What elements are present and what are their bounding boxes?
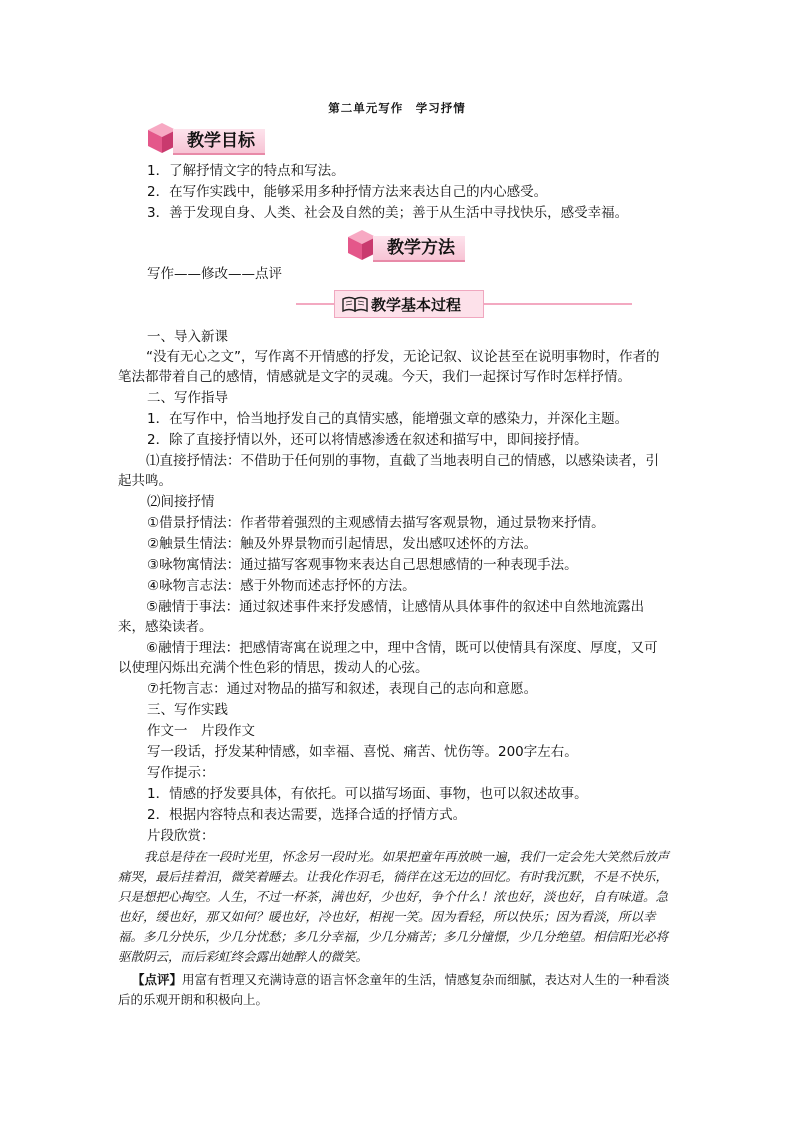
method-item-4: ④咏物言志法：感于外物而述志抒怀的方法。 (147, 578, 416, 594)
exercise-title: 作文一 片段作文 (147, 723, 255, 739)
method-item-3: ③咏物寓情法：通过描写客观事物来表达自己思想感情的一种表现手法。 (147, 557, 578, 573)
indirect-lyric-heading: ⑵间接抒情 (147, 494, 215, 510)
running-head: 第二单元写作 学习抒情 (328, 101, 466, 115)
tips-title: 写作提示： (147, 765, 215, 781)
comment-paragraph (118, 970, 670, 1010)
method-item-5: ⑤融情于事法：通过叙述事件来抒发感情，让感情从具体事件的叙述中自然地流露出来，感染读者。 (118, 599, 645, 635)
banner-box (334, 290, 484, 318)
exercise-task: 写一段话，抒发某种情感，如幸福、喜悦、痛苦、忧伤等。200字左右。 (147, 744, 578, 760)
intro-paragraph: “没有无心之文”，写作离不开情感的抒发，无论记叙、议论甚至在说明事物时，作者的笔法都带着自己的感情，情感就是文字的灵魂。今天，我们一起探讨写作时怎样抒情。 (118, 349, 660, 385)
sample-paragraph: 我总是待在一段时光里，怀念另一段时光。如果把童年再放映一遍，我们一定会先大笑然后放声痛哭，最后挂着泪，微笑着睡去。让我化作羽毛，徜徉在这无边的回忆。有时我沉默，不是不快乐，只是想把心掏空。人生，不过一杯茶，满也好，少也好，争个什么！浓也好，淡也好，自有味道。急也好，缓也好，那又如何？暖也好，冷也好，相视一笑。因为看轻，所以快乐；因为看淡，所以幸福。多几分快乐，少几分忧愁；多几分幸福，少几分痛苦；多几分憧憬，少几分绝望。相信阳光必将驱散阴云，而后彩虹终会露出她醉人的微笑。 (118, 849, 670, 964)
banner-rule-right (482, 303, 632, 305)
tip-item-2: 2．根据内容特点和表达需要，选择合适的抒情方式。 (147, 807, 467, 823)
guidance-item-1: 1．在写作中，恰当地抒发自己的真情实感，能增强文章的感染力，并深化主题。 (147, 411, 629, 427)
method-item-2: ②触景生情法：触及外界景物而引起情思，发出感叹述怀的方法。 (147, 536, 538, 552)
heading-guidance: 二、写作指导 (147, 390, 228, 406)
goal-item-1: 1．了解抒情文字的特点和写法。 (147, 163, 345, 179)
section-header-goals (145, 121, 285, 155)
section-banner-process (296, 289, 686, 319)
section-title-process: 教学基本过程 (371, 296, 462, 314)
goal-item-3: 3．善于发现自身、人类、社会及自然的美；善于从生活中寻找快乐，感受幸福。 (147, 205, 629, 221)
direct-lyric-paragraph: ⑴直接抒情法：不借助于任何别的事物，直截了当地表明自己的情感，以感染读者，引起共鸣。 (118, 453, 659, 489)
method-item-7: ⑦托物言志：通过对物品的描写和叙述，表现自己的志向和意愿。 (147, 681, 538, 697)
guidance-item-2: 2．除了直接抒情以外，还可以将情感渗透在叙述和描写中，即间接抒情。 (147, 432, 588, 448)
method-item-1: ①借景抒情法：作者带着强烈的主观感情去描写客观景物，通过景物来抒情。 (147, 515, 605, 531)
heading-intro: 一、导入新课 (147, 329, 228, 345)
section-title-method: 教学方法 (373, 236, 465, 262)
section-header-method (345, 228, 485, 262)
sample-title: 片段欣赏： (147, 828, 215, 844)
open-book-icon (341, 295, 369, 313)
comment-text: 用富有哲理又充满诗意的语言怀念童年的生活，情感复杂而细腻，表达对人生的一种看淡后的乐观开朗和积极向上。 (118, 972, 670, 1007)
tip-item-1: 1．情感的抒发要具体，有依托。可以描写场面、事物，也可以叙述故事。 (147, 786, 588, 802)
heading-practice: 三、写作实践 (147, 702, 228, 718)
method-item-6: ⑥融情于理法：把感情寄寓在说理之中，理中含情，既可以使情具有深度、厚度，又可以使理闪烁出充满个性色彩的情思，拨动人的心弦。 (118, 640, 658, 676)
section-title-goals: 教学目标 (173, 129, 265, 155)
banner-rule-left (296, 303, 334, 305)
goal-item-2: 2．在写作实践中，能够采用多种抒情方法来表达自己的内心感受。 (147, 184, 548, 200)
comment-tag: 【点评】 (132, 972, 183, 987)
method-text: 写作——修改——点评 (147, 266, 282, 282)
